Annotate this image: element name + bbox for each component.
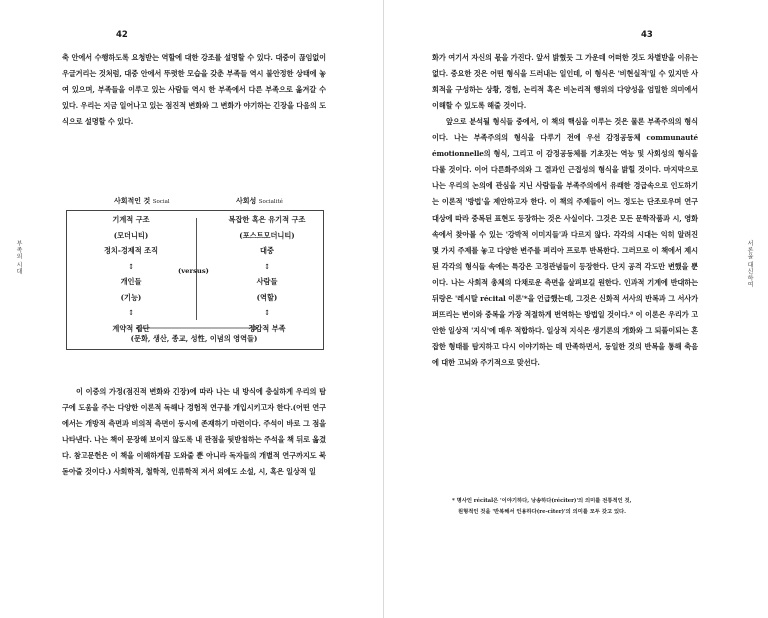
- diagram-right-item: ↕: [263, 308, 271, 317]
- diagram-header-left: 사회적인 것 Social: [114, 196, 170, 205]
- diagram-left-item: 계약적 집단: [112, 323, 150, 333]
- footnote-line: 원형적인 것을 '반복해서 인용하다(re-citer)'의 의미를 모두 갖고 있다.: [458, 509, 627, 515]
- diagram-right-item: 정감적 부족: [248, 323, 286, 333]
- footnote-line: * 명사인 récital은 '이야기하다, 낭송하다(réciter)'의 의미를 전통적인 것,: [452, 498, 632, 504]
- running-head-right: 서론을 대신하여: [746, 240, 753, 288]
- diagram-right-item: ↕: [263, 261, 271, 271]
- page-number-left: 42: [116, 30, 128, 40]
- footnote: [452, 496, 702, 518]
- diagram-right-item: (역할): [256, 292, 278, 302]
- running-head-left: 부족의 시대: [15, 240, 22, 275]
- diagram-left-item: 정치-경제적 조직: [103, 246, 159, 255]
- diagram-left-item: 개인들: [120, 277, 142, 286]
- diagram-left-column: [76, 212, 186, 336]
- right-page: [384, 0, 768, 618]
- page-number-right: 43: [641, 30, 653, 40]
- left-paragraph-2: 이 이중의 가정(점진적 변화와 긴장)에 따라 나는 내 방식에 충실하게 우리의 탐구에 도움을 주는 다양한 이론적 독해나 경험적 연구를 개입시키고자 한다.(어떤 연구에서는 개방적 측면과 비의적 측면이 동시에 존재하기 마련이다. 주석이 바로 그 점을 나타낸다. 나는 책이 문장해 보이지 않도록 내 관점을 뒷받침하는 주석을 책 뒤로 옮겼다. 참고문헌은 이 책을 이해하게끔 도와줄 뿐 아니라 독자들의 개별적 연구까지도 북돋아줄 것이다.) 사회학적, 철학적, 인류학적 저서 외에도 소설, 시, 혹은 일상적 일: [62, 387, 326, 477]
- diagram-left-item: ↕: [127, 261, 135, 271]
- diagram-left-item: 기계적 구조: [112, 215, 150, 224]
- left-paragraph-1: 축 안에서 수행하도록 요청받는 역할에 대한 강조를 설명할 수 있다. 대중이 끊임없이 우글거리는 것처럼, 대중 안에서 뚜렷한 모습을 갖춘 부족들 역시 불안정한 상태에 놓여 있으며, 부족들을 이루고 있는 사람들 역시 한 부족에서 다른 부족으로 옮겨갈 수 있다. 우리는 지금 일어나고 있는 점진적 변화와 그 변화가 야기하는 긴장을 다음의 도식으로 설명할 수 있다.: [62, 53, 326, 127]
- double-arrow-icon: [132, 324, 262, 332]
- diagram-left-item: (모더니티): [113, 230, 149, 240]
- diagram-right-item: 복잡한 혹은 유기적 구조: [228, 215, 306, 224]
- right-paragraph-2: 앞으로 분석될 형식들 중에서, 이 책의 핵심을 이루는 것은 물론 부족주의의 형식이다. 나는 부족주의의 형식을 다루기 전에 우선 감정공동체 communauté émotionnelle의 형식, 그리고 이 감정공동체를 기초짓는 역능 및 사회성의 형식을 다룰 것이다. 이어 다른화주의와 그 결과인 근접성의 형식을 밝힐 것이다. 마지막으로 나는 우리의 논의에 관심을 지닌 사람들을 부족주의에서 유래한 경급속으로 인도하기는 이론적 '방법'을 제안하고자 한다. 이 책의 주제들이 어느 정도는 단조로우며 연구 대상에 따라 중복된 표현도 등장하는 것은 사실이다. 그것은 모든 문학작품과 시, 영화 속에서 찾아볼 수 있는 '강박적 이미지들'과 다르지 않다. 각각의 시대는 익히 알려진 몇 가지 주제를 놓고 다양한 변주를 펴리아 프로투 반복한다. 그러므로 이 책에서 제시된 각각의 형식들 속에는 특강은 고정관념들이 등장한다. 단지 공격 각도만 변했을 뿐이다. 나는 사회적 총체의 다채로운 측면을 살펴보길 원한다. 인과적 기계에 반대하는 뒤랑은 '레시탈 récital 이론'*을 언급했는데, 그것은 신화적 서사의 반복과 그 서사가 퍼뜨리는 변이와 중복을 가장 적절하게 번역하는 방법일 것이다.⁸ 이 이론은 우리가 고안한 일상적 '지식'에 매우 적합하다. 일상적 지식은 생기론의 개화와 그 되풀이되는 혼잡한 형태를 탐지하고 다시 이야기하는 데 만족하면서, 동일한 것의 반복을 통해 축음에 대한 고뇌와 주기적으로 맞선다.: [432, 117, 698, 368]
- right-paragraph-1: 화가 여기서 자신의 몫을 가진다. 앞서 밝혔듯 그 가운데 어떠한 것도 차별받을 이유는 없다. 중요한 것은 어떤 형식을 드러내는 일인데, 이 형식은 '비현실적'일 수 있지만 사회적을 구성하는 상황, 경험, 논리적 혹은 비논리적 행위의 다양성을 엄밀한 의미에서 이해할 수 있도록 해줄 것이다.: [432, 53, 698, 111]
- diagram-header-right: 사회성 Socialité: [236, 196, 283, 205]
- diagram-bottom-label: (문화, 생산, 종교, 성性, 이념의 영역들): [130, 334, 258, 343]
- scheme-diagram: [62, 196, 326, 366]
- diagram-right-column: [212, 212, 322, 336]
- diagram-versus-label: (versus): [178, 267, 209, 275]
- diagram-left-item: ↕: [127, 308, 135, 317]
- diagram-right-item: 대중: [260, 246, 274, 255]
- diagram-right-item: 사람들: [256, 277, 278, 286]
- diagram-right-item: (포스트모더니티): [239, 230, 295, 240]
- diagram-left-item: (기능): [120, 292, 142, 302]
